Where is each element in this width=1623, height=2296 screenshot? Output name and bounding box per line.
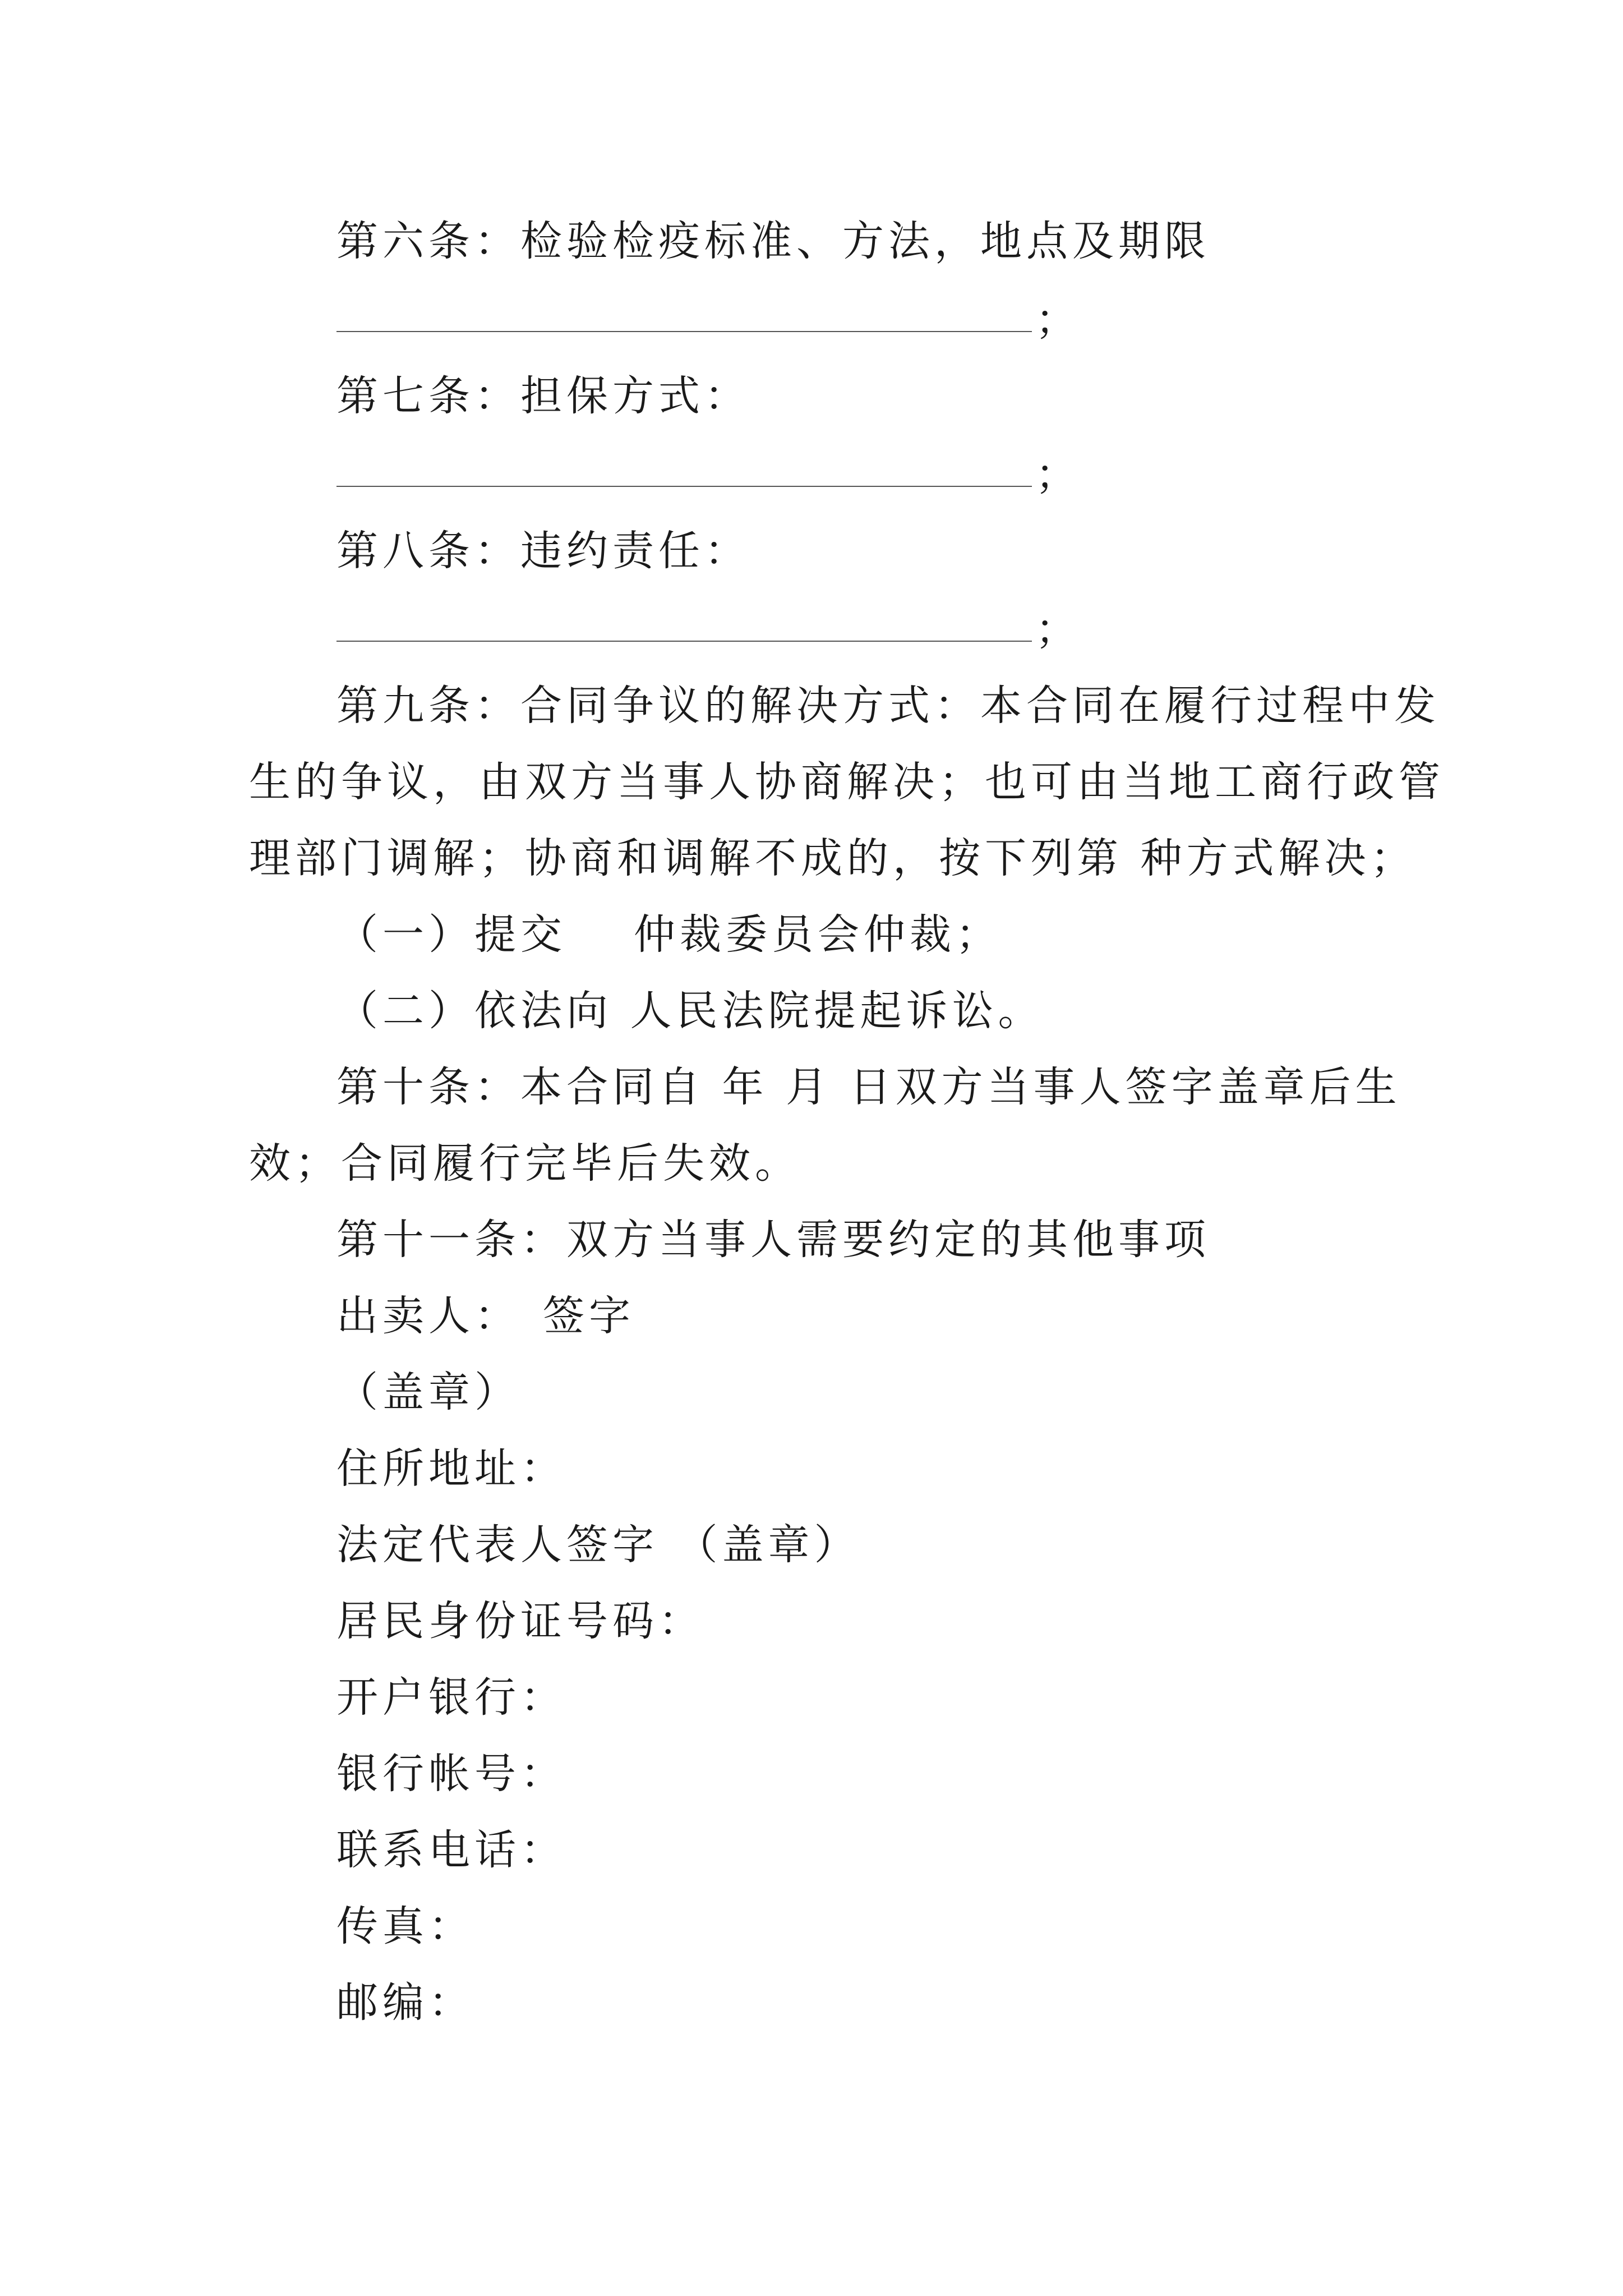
seller-phone: 联系电话： (336, 1826, 566, 1874)
article-8-blank-row (336, 601, 1077, 657)
article-6-semicolon: ； (1035, 296, 1077, 344)
article-9-line-2: 生的争议，由双方当事人协商解决；也可由当地工商行政管 (249, 758, 1445, 806)
article-7-fill-line (336, 486, 1032, 487)
option-1-suffix: 仲裁委员会仲裁； (634, 910, 1002, 959)
seller-id-number: 居民身份证号码： (336, 1597, 704, 1645)
seller-postcode: 邮编： (336, 1978, 474, 2027)
article-6-blank-row (336, 292, 1077, 348)
seller-legal-rep: 法定代表人签字 （盖章） (336, 1521, 860, 1569)
article-8-title: 第八条：违约责任： (336, 527, 750, 575)
article-9-line-3: 理部门调解；协商和调解不成的，按下列第 种方式解决； (249, 834, 1417, 882)
article-9-line-1: 第九条：合同争议的解决方式：本合同在履行过程中发 (336, 682, 1440, 730)
article-8-semicolon: ； (1035, 605, 1077, 654)
seller-seal: （盖章） (336, 1368, 520, 1416)
article-7-blank-row (336, 447, 1077, 503)
article-7-title: 第七条：担保方式： (336, 372, 750, 420)
seller-line (336, 1288, 635, 1344)
seller-account: 银行帐号： (336, 1750, 566, 1798)
seller-fax: 传真： (336, 1902, 474, 1950)
article-11-title: 第十一条：双方当事人需要约定的其他事项 (336, 1216, 1210, 1264)
article-6-fill-line (336, 331, 1032, 332)
article-10-line-2: 效；合同履行完毕后失效。 (249, 1139, 801, 1188)
seller-address: 住所地址： (336, 1444, 566, 1493)
article-6-title: 第六条：检验检疫标准、方法，地点及期限 (336, 217, 1210, 265)
seller-bank: 开户银行： (336, 1673, 566, 1722)
seller-label: 出卖人： (336, 1292, 520, 1340)
article-9-option-2: （二）依法向 人民法院提起诉讼。 (336, 987, 1044, 1035)
article-10-line-1: 第十条：本合同自 年 月 日双方当事人签字盖章后生 (336, 1063, 1401, 1111)
option-1-prefix: （一）提交 (336, 910, 566, 959)
article-7-semicolon: ； (1035, 450, 1077, 499)
article-9-option-1 (336, 907, 1002, 963)
article-8-fill-line (336, 641, 1032, 642)
seller-sign: 签字 (543, 1292, 635, 1340)
